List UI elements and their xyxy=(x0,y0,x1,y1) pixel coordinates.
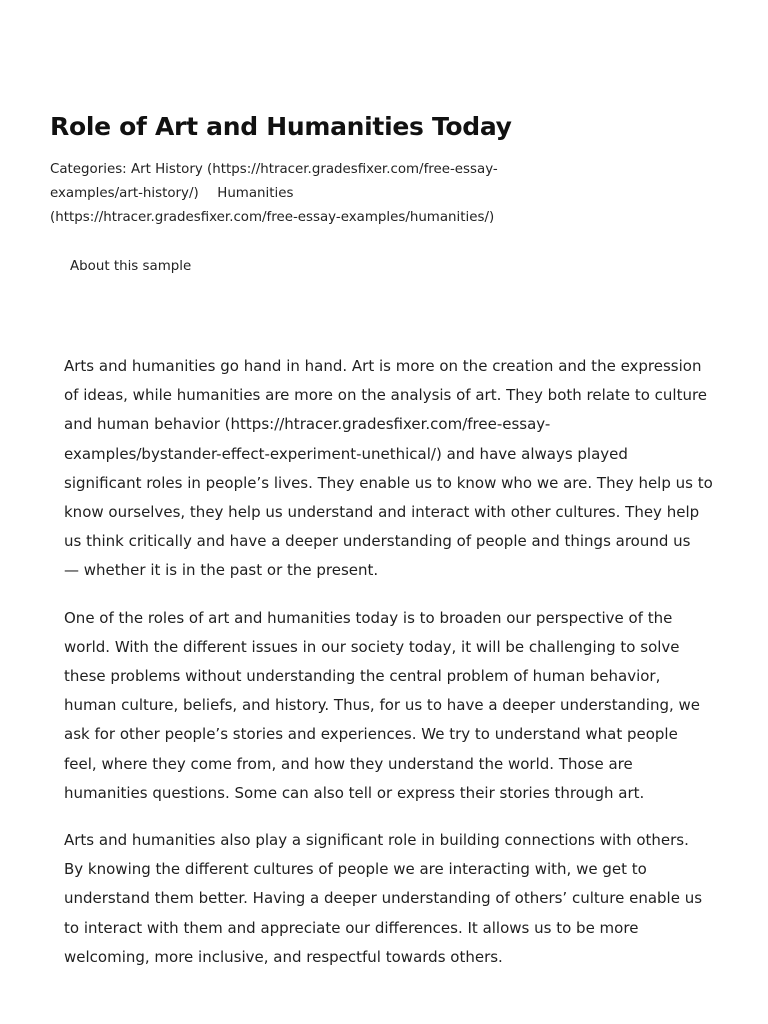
essay-paragraph-2 xyxy=(64,604,714,808)
page-title: Role of Art and Humanities Today xyxy=(50,112,512,141)
paragraph-line: humanities questions. Some can also tell or express their stories through art. xyxy=(64,783,645,802)
paragraph-line: world. With the different issues in our society today, it will be challenging to solve xyxy=(64,637,680,656)
paragraph-line: understand them better. Having a deeper understanding of others’ culture enable us xyxy=(64,889,703,908)
essay-paragraph-1 xyxy=(64,352,714,586)
paragraph-line[interactable]: and human behavior (https://htracer.gradesfixer.com/free-essay- xyxy=(64,415,551,434)
paragraph-line: us think critically and have a deeper understanding of people and things around us xyxy=(64,532,691,551)
paragraph-line: ask for other people’s stories and experiences. We try to understand what people xyxy=(64,725,678,744)
paragraph-line: feel, where they come from, and how they understand the world. Those are xyxy=(64,754,633,773)
paragraph-line[interactable]: examples/bystander-effect-experiment-unethical/) and have always played xyxy=(64,444,628,463)
paragraph-line: to interact with them and appreciate our differences. It allows us to be more xyxy=(64,918,639,937)
categories-line xyxy=(50,158,520,230)
paragraph-line: Arts and humanities go hand in hand. Art is more on the creation and the expression xyxy=(64,357,702,375)
categories-text-3: Humanities xyxy=(217,186,294,201)
paragraph-line: One of the roles of art and humanities today is to broaden our perspective of the xyxy=(64,608,673,627)
paragraph-line: welcoming, more inclusive, and respectful towards others. xyxy=(64,947,503,966)
paragraph-line: know ourselves, they help us understand and interact with other cultures. They help xyxy=(64,503,700,522)
paragraph-line: of ideas, while humanities are more on the analysis of art. They both relate to culture xyxy=(64,386,708,405)
essay-paragraph-3 xyxy=(64,826,714,972)
categories-text-1: Categories: Art History (https://htracer.gradesfixer.com/free-essay- xyxy=(50,162,498,177)
paragraph-line: — whether it is in the past or the present. xyxy=(64,561,379,580)
paragraph-line: these problems without understanding the central problem of human behavior, xyxy=(64,667,661,686)
categories-text-4: (https://htracer.gradesfixer.com/free-essay-examples/humanities/) xyxy=(50,210,495,225)
paragraph-line: Arts and humanities also play a significant role in building connections with others. xyxy=(64,831,689,850)
paragraph-line: By knowing the different cultures of people we are interacting with, we get to xyxy=(64,860,647,879)
paragraph-line: human culture, beliefs, and history. Thus, for us to have a deeper understanding, we xyxy=(64,696,701,715)
about-sample-toggle[interactable]: About this sample xyxy=(70,259,192,274)
paragraph-line: significant roles in people’s lives. They enable us to know who we are. They help us to xyxy=(64,473,713,492)
essay-body xyxy=(64,352,714,990)
categories-text-2: examples/art-history/) xyxy=(50,186,199,201)
